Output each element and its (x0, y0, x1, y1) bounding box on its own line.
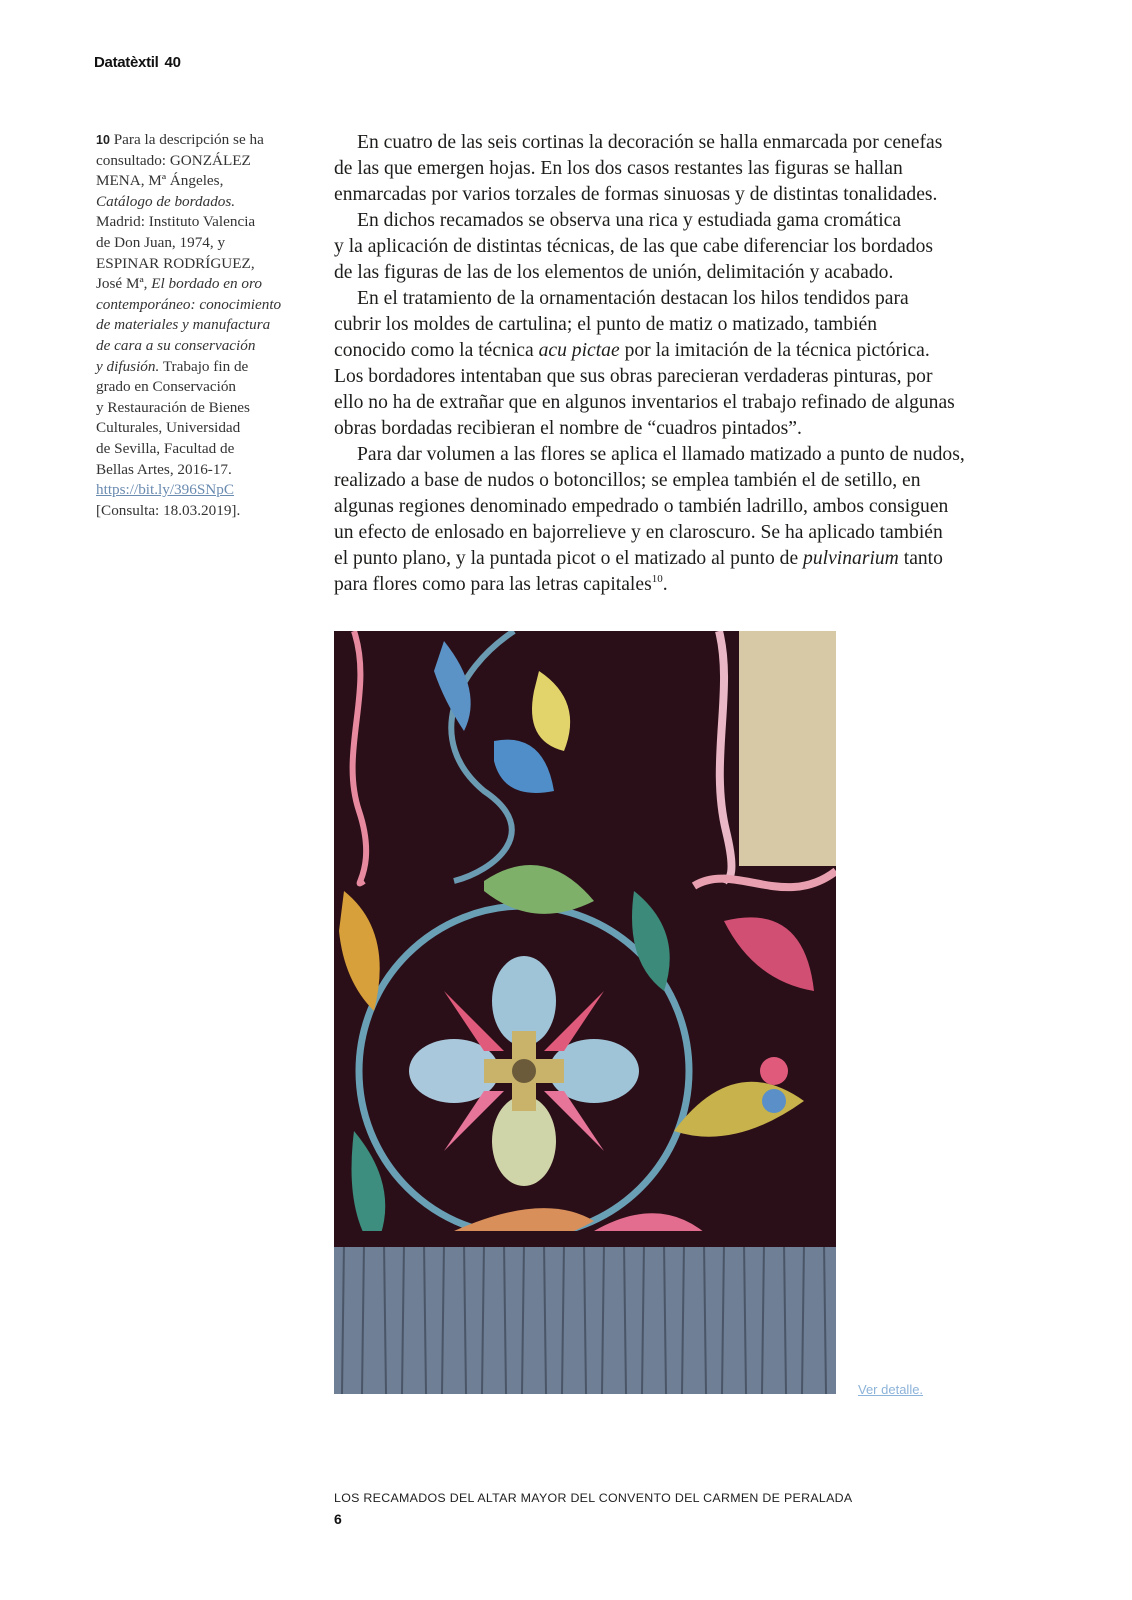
body-line: Para dar volumen a las flores se aplica el llamado matizado a punto de nudos, (357, 444, 965, 465)
body-line: un efecto de enlosado en bajorrelieve y en claroscuro. Se ha aplicado también (334, 522, 943, 543)
footnote-line: y Restauración de Bienes (96, 398, 250, 416)
footnote-line: de materiales y manufactura (96, 316, 271, 334)
body-line: por la imitación de la técnica pictórica. (624, 340, 930, 361)
body-line: de las figuras de las de los elementos de unión, delimitación y acabado. (334, 262, 894, 283)
footnote-line: ESPINAR RODRÍGUEZ, (96, 254, 255, 272)
footnote-line: de cara a su conservación (96, 336, 256, 354)
footnote-line: Catálogo de bordados. (96, 192, 236, 210)
view-detail-link[interactable]: Ver detalle. (858, 1382, 924, 1397)
footnote-line: José Mª, (96, 275, 148, 293)
body-text (334, 130, 1034, 598)
body-line: cubrir los moldes de cartulina; el punto de matiz o matizado, también (334, 314, 878, 335)
body-line: y la aplicación de distintas técnicas, de las que cabe diferenciar los bordados (334, 236, 934, 257)
running-header (94, 54, 181, 71)
body-line: En cuatro de las seis cortinas la decoración se halla enmarcada por cenefas (357, 132, 943, 153)
body-line: Los bordadores intentaban que sus obras parecieran verdaderas pinturas, por (334, 366, 933, 387)
footnote-line: [Consulta: 18.03.2019]. (96, 501, 241, 519)
body-line: de las que emergen hojas. En los dos casos restantes las figuras se hallan (334, 158, 903, 179)
footnote-line: Madrid: Instituto Valencia (96, 213, 256, 231)
page-number: 6 (334, 1511, 342, 1527)
body-line: tanto (903, 548, 943, 569)
footnote-line: El bordado en oro (151, 275, 262, 293)
footnote-line: contemporáneo: conocimiento (96, 295, 282, 313)
body-italic: pulvinarium (803, 548, 899, 569)
footnote-line: y difusión. (96, 357, 160, 375)
body-line: En el tratamiento de la ornamentación destacan los hilos tendidos para (357, 288, 909, 309)
body-line: realizado a base de nudos o botoncillos; se emplea también el de setillo, en (334, 470, 921, 491)
body-italic: acu pictae (538, 340, 620, 361)
footnote (96, 130, 304, 521)
footnote-line: de Don Juan, 1974, y (96, 233, 226, 251)
journal-name: Datatèxtil (94, 54, 159, 71)
footnote-link[interactable]: https://bit.ly/396SNpC (96, 481, 234, 499)
body-line: algunas regiones denominado empedrado o también ladrillo, ambos consiguen (334, 496, 949, 517)
body-line: . (662, 574, 668, 595)
footnote-line: de Sevilla, Facultad de (96, 439, 235, 457)
body-line: el punto plano, y la puntada picot o el matizado al punto de (334, 548, 799, 569)
footer-title: LOS RECAMADOS DEL ALTAR MAYOR DEL CONVENTO DEL CARMEN DE PERALADA (334, 1491, 853, 1505)
footnote-line: Bellas Artes, 2016-17. (96, 460, 232, 478)
footnote-line: Trabajo fin de (162, 357, 249, 375)
footnote-line: Para la descripción se ha (113, 131, 264, 148)
footnote-line: MENA, Mª Ángeles, (96, 172, 224, 190)
body-line: En dichos recamados se observa una rica y estudiada gama cromática (357, 210, 902, 231)
footnote-line: consultado: GONZÁLEZ (96, 151, 251, 169)
footnote-line: grado en Conservación (96, 378, 237, 396)
body-line: enmarcadas por varios torzales de formas sinuosas y de distintas tonalidades. (334, 184, 938, 205)
footnote-ref[interactable]: 10 (651, 573, 663, 585)
body-line: conocido como la técnica (334, 340, 534, 361)
issue-number: 40 (164, 54, 181, 71)
embroidery-illustration (334, 631, 836, 1394)
embroidery-photo (334, 631, 836, 1394)
footnote-line: Culturales, Universidad (96, 419, 241, 437)
body-line: obras bordadas recibieran el nombre de “cuadros pintados”. (334, 418, 802, 439)
body-line: ello no ha de extrañar que en algunos inventarios el trabajo refinado de algunas (334, 392, 955, 413)
body-line: para flores como para las letras capitales (334, 574, 652, 595)
footnote-number: 10 (96, 133, 110, 147)
